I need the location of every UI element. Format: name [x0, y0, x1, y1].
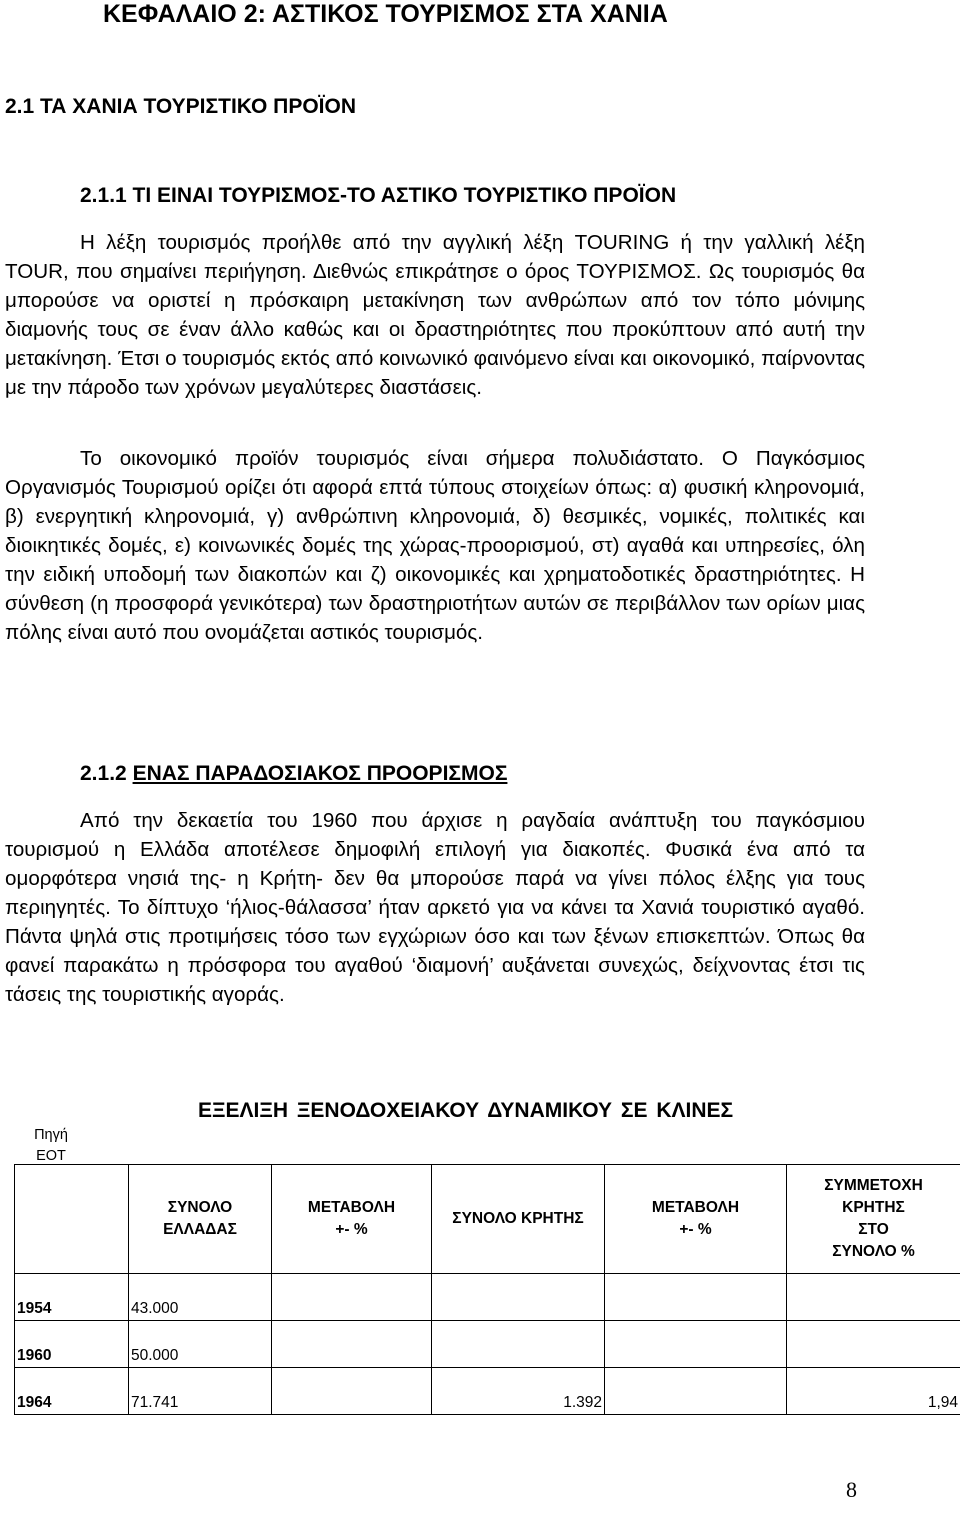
cell-crete-share: [787, 1274, 960, 1321]
table-row: [15, 1368, 960, 1415]
subsection-1-paragraph-2: Το οικονομικό προϊόν τουρισμός είναι σήμερα πολυδιάστατο. Ο Παγκόσμιος Οργανισμός Τουρισμού ορίζει ότι αφορά επτά τύπους στοιχείων όπως: α) φυσική κληρονομιά, β) ενεργητική κληρονομιά, γ) ανθρώπινη κληρονομιά, δ) θεσμικές, νομικές, πολιτικές και διοικητικές δομές, ε) κοινωνικές δομές της χώρας-προορισμού, στ) αγαθά και υπηρεσίες, όλη την ειδική υποδομή των διακοπών και ζ) οικονομικές και χρηματοδοτικές δραστηριότητες. Η σύνθεση (η προσφορά γενικότερα) των δραστηριοτήτων αυτών σε περιβάλλον των ορίων μιας πόλης είναι αυτό που ονομάζεται αστικός τουρισμός.: [5, 447, 865, 644]
header-crete-total: ΣΥΝΟΛΟ ΚΡΗΤΗΣ: [432, 1165, 605, 1274]
header-change-greece: ΜΕΤΑΒΟΛΗ +- %: [272, 1165, 432, 1274]
page-number: 8: [846, 1477, 857, 1502]
subsection-2-paragraph: Από την δεκαετία του 1960 που άρχισε η ραγδαία ανάπτυξη του παγκόσμιου τουρισμού η Ελλάδα αποτέλεσε δημοφιλή επιλογή για διακοπές. Φυσικά ένα από τα ομορφότερα νησιά της- η Κρήτη- δεν θα μπορούσε παρά να γίνει πόλος έλξης για τους περιηγητές. Το δίπτυχο ‘ήλιος-θάλασσα’ ήταν αρκετό για να κάνει τα Χανιά τουριστικό αγαθό. Πάντα ψηλά στις προτιμήσεις τόσο των εγχώριων όσο και των ξένων επισκεπτών. Όπως θα φανεί παρακάτω η πρόσφορα του αγαθού ‘διαμονή’ αυξάνεται συνεχώς, δείχνοντας έτσι τις τάσεις της τουριστικής αγοράς.: [5, 809, 865, 1006]
cell-change-crete: [605, 1368, 787, 1415]
subsection-1-paragraph-1: Η λέξη τουρισμός προήλθε από την αγγλική λέξη TOURING ή την γαλλική λέξη TOUR, που σημαίνει περιήγηση. Διεθνώς επικράτησε ο όρος ΤΟΥΡΙΣΜΟΣ. Ως τουρισμός θα μπορούσε να οριστεί η πρόσκαιρη μετακίνηση των ανθρώπων από τον τόπο μόνιμης διαμονής τους σε έναν άλλο καθώς και οι δραστηριότητες που προκύπτουν από αυτή την μετακίνηση. Έτσι ο τουρισμός εκτός από κοινωνικό φαινόμενο είναι και οικονομικό, παίρνοντας με την πάροδο των χρόνων μεγαλύτερες διαστάσεις.: [5, 231, 865, 399]
cell-year: 1954: [15, 1274, 129, 1321]
cell-crete-total: 1.392: [432, 1368, 605, 1415]
source-value: ΕΟΤ: [36, 1148, 66, 1164]
cell-crete-total: [432, 1321, 605, 1368]
table-source: [20, 1125, 82, 1167]
table-row: [15, 1274, 960, 1321]
table-title: ΕΞΕΛΙΞΗ ΞΕΝΟΔΟΧΕΙΑΚΟΥ ΔΥΝΑΜΙΚΟΥ ΣΕ ΚΛΙΝΕΣ: [198, 1099, 734, 1122]
subsection-2-heading: ΕΝΑΣ ΠΑΡΑΔΟΣΙΑΚΟΣ ΠΡΟΟΡΙΣΜΟΣ: [132, 762, 508, 785]
chapter-title: ΚΕΦΑΛΑΙΟ 2: ΑΣΤΙΚΟΣ ΤΟΥΡΙΣΜΟΣ ΣΤΑ ΧΑΝΙΑ: [103, 0, 668, 28]
cell-change-greece: [272, 1274, 432, 1321]
cell-change-greece: [272, 1321, 432, 1368]
cell-change-greece: [272, 1368, 432, 1415]
cell-change-crete: [605, 1274, 787, 1321]
header-crete-share: ΣΥΜΜΕΤΟΧΗ ΚΡΗΤΗΣ ΣΤΟ ΣΥΝΟΛΟ %: [787, 1165, 960, 1274]
header-greece-total: ΣΥΝΟΛΟ ΕΛΛΑΔΑΣ: [129, 1165, 272, 1274]
cell-change-crete: [605, 1321, 787, 1368]
cell-crete-share: 1,94: [787, 1368, 960, 1415]
table-row: [15, 1321, 960, 1368]
source-label: Πηγή: [34, 1127, 68, 1143]
cell-crete-share: [787, 1321, 960, 1368]
cell-year: 1960: [15, 1321, 129, 1368]
subsection-2-number: 2.1.2: [80, 762, 127, 785]
hotel-capacity-table: [14, 1164, 960, 1415]
cell-year: 1964: [15, 1368, 129, 1415]
cell-greece-total: 71.741: [129, 1368, 272, 1415]
subsection-2-title: [80, 762, 507, 786]
section-title: 2.1 ΤΑ ΧΑΝΙΑ ΤΟΥΡΙΣΤΙΚΟ ΠΡΟΪΟΝ: [5, 95, 356, 118]
header-change-crete: ΜΕΤΑΒΟΛΗ +- %: [605, 1165, 787, 1274]
table-header-row: [15, 1165, 960, 1274]
cell-crete-total: [432, 1274, 605, 1321]
cell-greece-total: 50.000: [129, 1321, 272, 1368]
cell-greece-total: 43.000: [129, 1274, 272, 1321]
subsection-1-title: 2.1.1 ΤΙ ΕΙΝΑΙ ΤΟΥΡΙΣΜΟΣ-ΤΟ ΑΣΤΙΚΟ ΤΟΥΡΙΣΤΙΚΟ ΠΡΟΪΟΝ: [80, 184, 677, 207]
header-year: [15, 1165, 129, 1274]
